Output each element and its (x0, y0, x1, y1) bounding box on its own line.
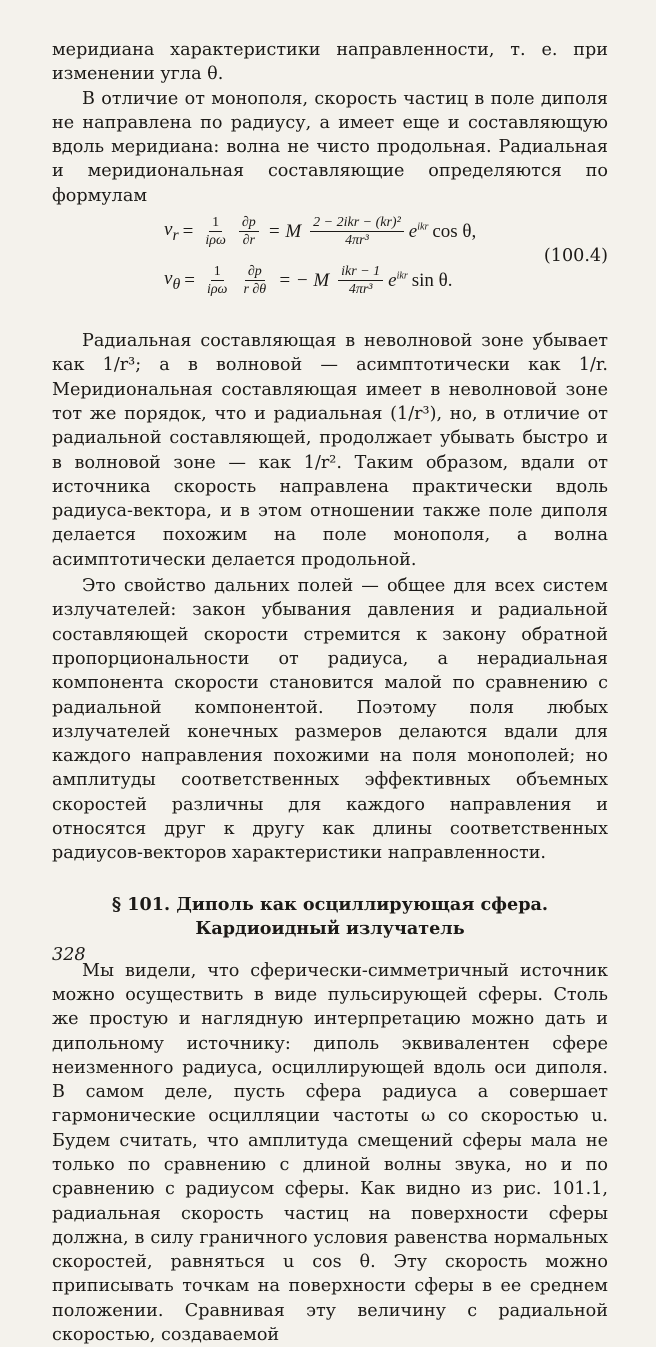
section-heading (52, 893, 608, 941)
paragraph-2: В отличие от монополя, скорость частиц в поле диполя не направлена по радиусу, а имеет еще и составляющую вдоль меридиана: волна не чисто продольная. Радиальная и меридиональная составляющие определяются по формулам (52, 88, 608, 206)
paragraph-4: Это свойство дальних полей — общее для всех систем излучателей: закон убывания давления и радиальной составляющей скорости стремится к закону обратной пропорциональности от радиуса, а нерадиальная компонента скорости становится малой по сравнению с радиальной компонентой. Поэтому поля любых излучателей конечных размеров делаются вдали для каждого направления похожими на поля монополей; но амплитуды соответственных эффективных объемных скоростей различны для каждого направления и относятся друг к другу как длины соответственных радиусов-векторов характеристики направленности. (52, 576, 608, 864)
page-body (52, 38, 608, 1347)
page-number: 328 (52, 945, 86, 965)
equation-number: (100.4) (543, 246, 608, 267)
paragraph-1: меридиана характеристики направленности, т. е. при изменении угла θ. (52, 40, 608, 85)
paragraph-3: Радиальная составляющая в неволновой зоне убывает как 1/r³; а в волновой — асимптотически как 1/r. Меридиональная составляющая имеет в неволновой зоне тот же порядок, что и радиальная (1/r³), но, в отличие от радиальной составляющей, продолжает убывать быстро и в волновой зоне — как 1/r². Таким образом, вдали от источника скорость направлена практически вдоль радиуса-вектора, и в этом отношении также поле диполя делается похожим на поле монополя, а волна асимптотически делается продольной. (52, 331, 608, 570)
paragraph-5: Мы видели, что сферически-симметричный источник можно осуществить в виде пульсирующей сферы. Столь же простую и наглядную интерпретацию можно дать и дипольному источнику: диполь эквивалентен сфере неизменного радиуса, осциллирующей вдоль оси диполя. В самом деле, пусть сфера радиуса a совершает гармонические осцилляции частоты ω со скоростью u. Будем считать, что амплитуда смещений сферы мала не только по сравнению с длиной волны звука, но и по сравнению с радиусом сферы. Как видно из рис. 101.1, радиальная скорость частиц на поверхности сферы должна, в силу граничного условия равенства нормальных скоростей, равняться u cos θ. Эту скорость можно приписывать точкам на поверхности сферы в ее среднем положении. Сравнивая эту величину с радиальной скоростью, создаваемой (52, 960, 608, 1346)
equation-100-4 (52, 210, 608, 313)
equation-row-meridional: $v_\theta$ = $\frac{1}{\text{iρω}}$ $\frac{\partial p}{r \partial\theta}$ = − M $\frac{\text{ikr − 1}}{\text{4πr³}}$ $e^{ikr}$ sin θ. (164, 264, 453, 298)
section-heading-line2: Кардиоидный излучатель (195, 917, 465, 939)
equation-row-radial: $v_r$ = $\frac{1}{\text{iρω}}$ $\frac{\partial p}{\partial r}$ = M $\frac{\text{2 − 2ikr − (kr)²}}{\text{4πr³}}$ $e^{ikr}$ cos θ, (164, 215, 477, 249)
section-heading-line1: § 101. Диполь как осциллирующая сфера. (111, 893, 549, 915)
